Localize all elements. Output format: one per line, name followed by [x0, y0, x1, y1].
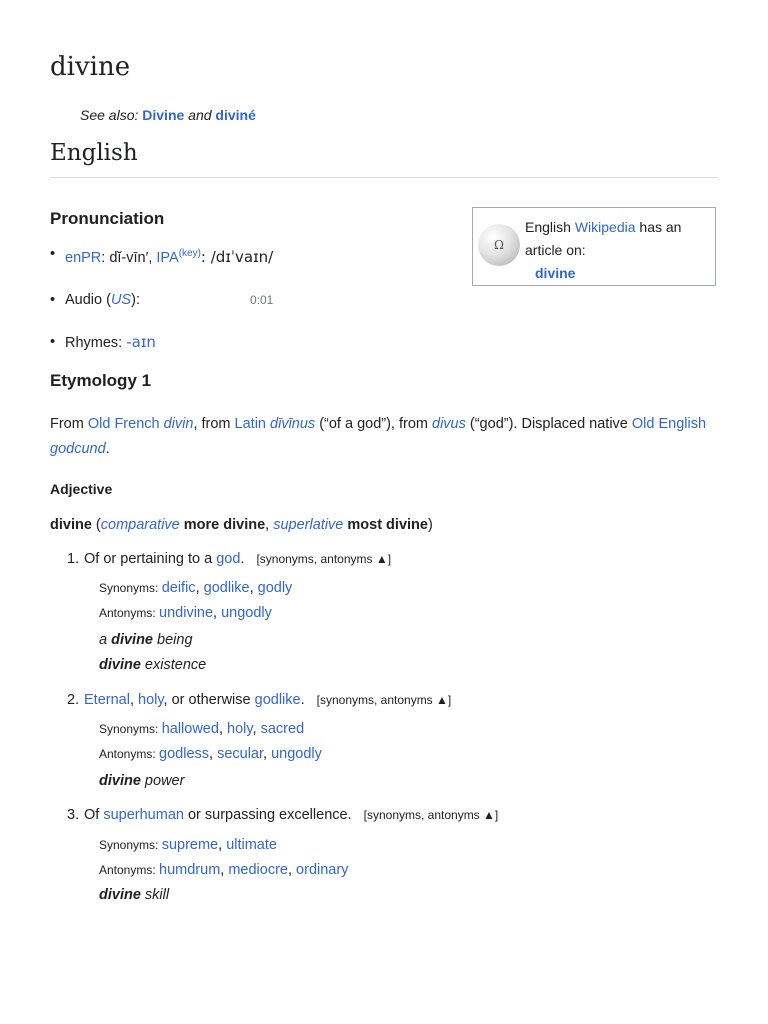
ipa-value: : /dɪˈvaɪn/ [200, 247, 274, 266]
wikipedia-logo-icon: Ω [478, 224, 520, 266]
synonym-link[interactable]: supreme [161, 837, 219, 853]
synonym-link[interactable]: holy [227, 721, 253, 737]
def-text: . [300, 692, 305, 708]
headword-paren: ( [91, 517, 101, 533]
synonyms-label: Synonyms: [99, 581, 162, 595]
page-title: divine [50, 52, 131, 82]
antonym-link[interactable]: undivine [159, 605, 214, 621]
wikipedia-link[interactable]: Wikipedia [574, 219, 636, 235]
etym-text: . [105, 441, 110, 457]
etymology-text [50, 412, 730, 462]
usage-example [99, 632, 193, 648]
headword-line [50, 517, 433, 533]
pronunciation-rhymes [50, 331, 470, 354]
def-text: Of or pertaining to a [84, 551, 217, 567]
pronunciation-heading: Pronunciation [50, 209, 165, 228]
headword: divine [50, 517, 92, 533]
usage-example [99, 887, 169, 903]
sense-number: 1. [67, 551, 80, 567]
antonyms-label: Antonyms: [99, 606, 160, 620]
synonym-link[interactable]: godly [257, 580, 293, 596]
comparative-form: more divine [179, 517, 266, 533]
sense-3-definition [67, 807, 498, 823]
etym-text: From [50, 416, 88, 432]
etym-link-divus[interactable]: divus [432, 416, 466, 432]
etym-link-latin[interactable]: Latin [234, 416, 266, 432]
synonyms-label: Synonyms: [99, 722, 162, 736]
audio-label: Audio ( [65, 291, 111, 308]
example-text: existence [140, 657, 207, 673]
example-text: skill [140, 887, 170, 903]
enpr-link[interactable]: enPR [65, 249, 102, 266]
antonym-link[interactable]: secular [217, 746, 264, 762]
wikipedia-box-text-2: has an article on: [525, 219, 682, 258]
sense-1-synonyms: Synonyms: deific, godlike, godly [99, 580, 293, 596]
sense-1-antonyms: Antonyms: undivine, ungodly [99, 605, 272, 621]
antonym-link[interactable]: ungodly [271, 746, 322, 762]
audio-us-link[interactable]: US [110, 291, 132, 308]
def-text: . [240, 551, 245, 567]
rhymes-label: Rhymes: [65, 334, 127, 351]
superlative-link[interactable]: superlative [273, 517, 344, 533]
def-text: , [129, 692, 139, 708]
sense-2-synonyms: Synonyms: hallowed, holy, sacred [99, 721, 305, 737]
see-also-and: and [184, 107, 216, 123]
wikipedia-box-text [525, 216, 705, 285]
def-text: , or otherwise [163, 692, 255, 708]
example-text: being [153, 632, 193, 648]
synonyms-antonyms-toggle[interactable]: [synonyms, antonyms ▲] [256, 552, 392, 566]
comparative-link[interactable]: comparative [100, 517, 180, 533]
adjective-heading: Adjective [50, 481, 113, 497]
antonyms-label: Antonyms: [99, 863, 160, 877]
antonyms-label: Antonyms: [99, 747, 160, 761]
pronunciation-enpr-ipa [50, 243, 470, 269]
superlative-form: most divine [343, 517, 428, 533]
antonym-link[interactable]: mediocre [228, 862, 288, 878]
usage-example [99, 657, 206, 673]
synonym-link[interactable]: deific [161, 580, 196, 596]
etym-link-divinus[interactable]: dīvīnus [270, 416, 316, 432]
etym-link-old-french[interactable]: Old French [87, 416, 160, 432]
etym-text: , from [193, 416, 235, 432]
antonym-link[interactable]: godless [159, 746, 210, 762]
def-link-holy[interactable]: holy [138, 692, 164, 708]
synonyms-label: Synonyms: [99, 838, 162, 852]
synonym-link[interactable]: sacred [260, 721, 305, 737]
synonym-link[interactable]: hallowed [161, 721, 219, 737]
antonym-link[interactable]: ungodly [221, 605, 272, 621]
wikipedia-article-link[interactable]: divine [535, 265, 576, 281]
wikipedia-box [472, 207, 716, 286]
etym-text: (“of a god”), from [315, 416, 433, 432]
def-link-superhuman[interactable]: superhuman [103, 807, 184, 823]
see-also-link-divine[interactable]: Divine [142, 107, 185, 123]
etym-link-divin[interactable]: divin [163, 416, 194, 432]
example-headword: divine [99, 887, 141, 903]
ipa-link[interactable]: IPA [156, 249, 179, 266]
etymology-heading: Etymology 1 [50, 371, 152, 390]
headword-paren: ) [427, 517, 433, 533]
def-text: Of [84, 807, 104, 823]
sense-3-antonyms: Antonyms: humdrum, mediocre, ordinary [99, 862, 349, 878]
etym-link-godcund[interactable]: godcund [50, 441, 106, 457]
example-text: a [99, 632, 112, 648]
headword-comma: , [265, 517, 274, 533]
language-heading: English [50, 140, 718, 178]
see-also-note [80, 107, 256, 123]
pronunciation-audio [50, 289, 470, 311]
example-headword: divine [99, 773, 141, 789]
synonym-link[interactable]: ultimate [226, 837, 277, 853]
antonym-link[interactable]: humdrum [159, 862, 221, 878]
example-headword: divine [111, 632, 153, 648]
sense-2-antonyms: Antonyms: godless, secular, ungodly [99, 746, 322, 762]
synonym-link[interactable]: godlike [203, 580, 250, 596]
antonym-link[interactable]: ordinary [296, 862, 349, 878]
def-link-godlike[interactable]: godlike [254, 692, 301, 708]
synonyms-antonyms-toggle[interactable]: [synonyms, antonyms ▲] [316, 693, 452, 707]
def-link-god[interactable]: god [216, 551, 241, 567]
see-also-prefix: See also: [80, 107, 143, 123]
audio-player-time[interactable]: 0:01 [250, 292, 274, 307]
sense-3-synonyms: Synonyms: supreme, ultimate [99, 837, 277, 853]
rhymes-link[interactable]: -aɪn [126, 332, 156, 351]
example-text: power [140, 773, 185, 789]
audio-close: ): [131, 291, 140, 308]
etym-link-old-english[interactable]: Old English [631, 416, 707, 432]
ipa-key-link[interactable]: (key) [178, 248, 201, 259]
usage-example [99, 773, 184, 789]
example-headword: divine [99, 657, 141, 673]
see-also-link-divine-accented[interactable]: diviné [215, 107, 256, 123]
etym-text: (“god”). Displaced native [465, 416, 632, 432]
enpr-value: : dĭ-vīn′, [101, 249, 157, 266]
synonyms-antonyms-toggle[interactable]: [synonyms, antonyms ▲] [363, 808, 499, 822]
sense-1-definition [67, 551, 391, 567]
sense-number: 2. [67, 692, 80, 708]
wikipedia-box-text-1: English [525, 219, 575, 235]
sense-number: 3. [67, 807, 80, 823]
pronunciation-list [50, 243, 470, 374]
sense-2-definition [67, 692, 451, 708]
def-link-eternal[interactable]: Eternal [84, 692, 130, 708]
def-text: or surpassing excellence. [183, 807, 352, 823]
